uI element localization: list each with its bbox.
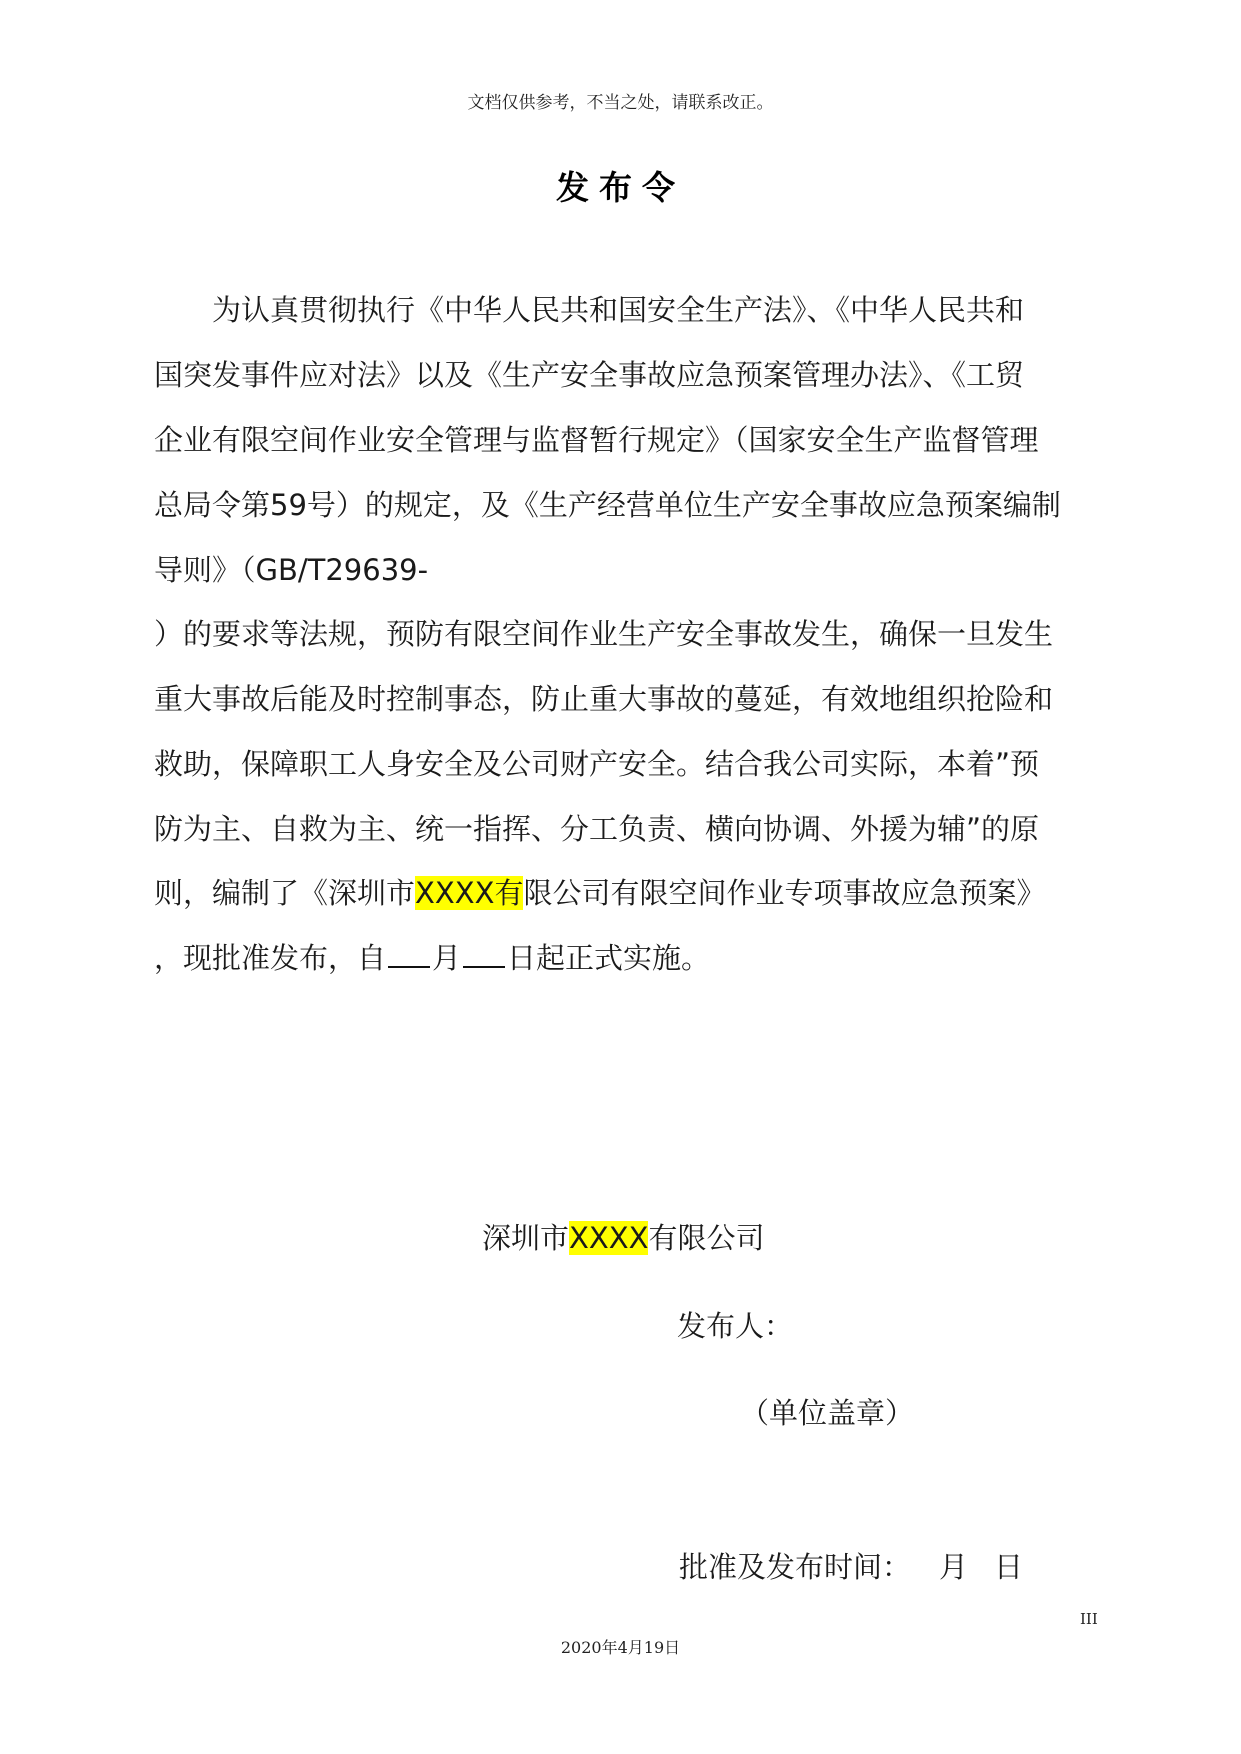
highlighted-placeholder: XXXX — [569, 1221, 649, 1255]
body-line: 救助，保障职工人身安全及公司财产安全。结合我公司实际，本着”预 — [154, 747, 1040, 781]
company-name-suffix: 有限公司 — [648, 1221, 765, 1255]
body-line: 为认真贯彻执行《中华人民共和国安全生产法》、《中华人民共和 — [212, 293, 1025, 327]
body-line: 重大事故后能及时控制事态，防止重大事故的蔓延，有效地组织抢险和 — [154, 682, 1054, 716]
day-blank — [463, 938, 505, 968]
body-text-segment: 月 — [432, 941, 462, 975]
body-line: 总局令第59号）的规定，及《生产经营单位生产安全事故应急预案编制 — [154, 488, 1061, 522]
body-text-segment: 则，编制了《深圳市 — [154, 876, 416, 910]
body-line: 防为主、自救为主、统一指挥、分工负责、横向协调、外援为辅”的原 — [154, 812, 1040, 846]
approval-day: 日 — [994, 1550, 1024, 1584]
body-text-segment: 日起正式实施。 — [507, 941, 711, 975]
body-line: 导则》（GB/T29639- — [154, 553, 429, 587]
company-name-prefix: 深圳市 — [482, 1221, 570, 1255]
body-line: 企业有限空间作业安全管理与监督暂行规定》（国家安全生产监督管理 — [154, 423, 1039, 457]
body-text-segment: 限公司有限空间作业专项事故应急预案》 — [523, 876, 1046, 910]
publisher-label: 发布人： — [677, 1309, 794, 1343]
body-text-segment: ，现批准发布，自 — [154, 941, 387, 975]
highlighted-placeholder: XXXX有 — [415, 876, 524, 910]
month-blank — [388, 938, 430, 968]
approval-month: 月 — [939, 1550, 969, 1584]
body-line: 国突发事件应对法》以及《生产安全事故应急预案管理办法》、《工贸 — [154, 358, 1025, 392]
body-line — [154, 873, 1046, 913]
header-note: 文档仅供参考，不当之处，请联系改正。 — [467, 93, 774, 113]
seal-label: （单位盖章） — [740, 1396, 915, 1430]
footer-date: 2020年4月19日 — [560, 1638, 681, 1657]
body-line — [154, 938, 710, 978]
page-number: III — [1080, 1610, 1098, 1628]
body-line: ）的要求等法规，预防有限空间作业生产安全事故发生，确保一旦发生 — [154, 617, 1054, 651]
approval-label: 批准及发布时间： — [679, 1550, 912, 1584]
company-name — [482, 1216, 765, 1257]
approval-date — [679, 1545, 1023, 1586]
document-title: 发布令 — [556, 168, 685, 207]
